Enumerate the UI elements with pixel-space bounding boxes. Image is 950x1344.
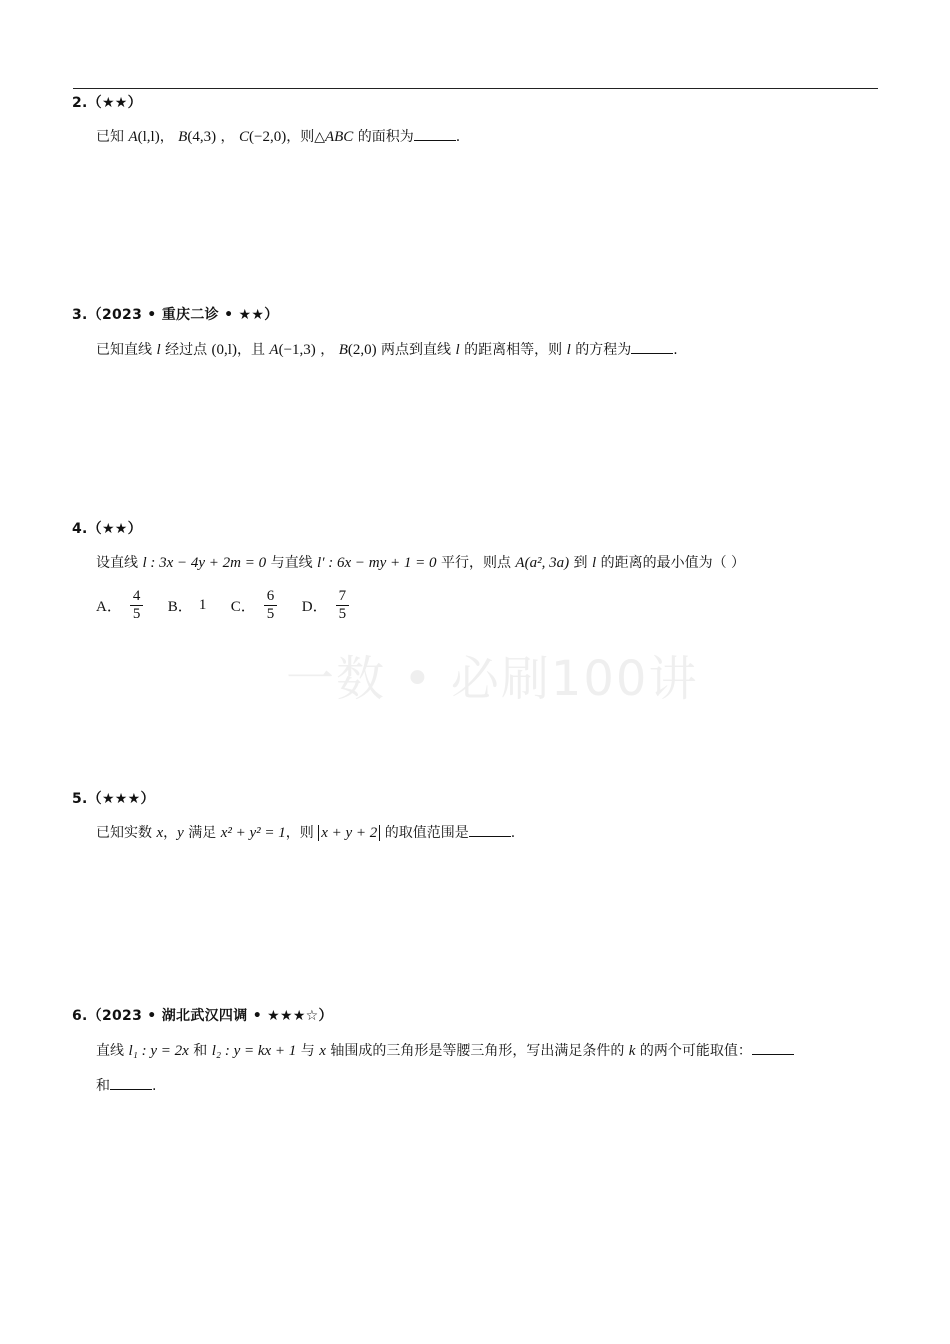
- question-6-text: 直线 l₁ : y = 2x 和 l₂ : y = kx + 1 与 x 轴围成的三角形是等腰三角形，写出满足条件的 k 的两个可能取值：: [96, 1040, 794, 1060]
- option-b[interactable]: B． 1: [167, 597, 207, 615]
- option-d[interactable]: D． $\frac{7}{5}$: [302, 588, 349, 623]
- question-2-text: 已知 A(l,l)， B(4,3) ， C(−2,0)，则△ABC 的面积为 .: [96, 129, 461, 145]
- question-6-heading: 6.（2023 • 湖北武汉四调 • ★★★☆）: [72, 1008, 333, 1024]
- question-3-text: 已知直线 l 经过点 (0,l)，且 A(−1,3) ， B(2,0) 两点到直线 l 的距离相等，则 l 的方程为 .: [96, 342, 678, 358]
- question-6-text-line2: 和 .: [96, 1078, 157, 1094]
- answer-blank[interactable]: [469, 824, 511, 837]
- answer-blank[interactable]: [631, 341, 673, 354]
- option-a[interactable]: A． $\frac{4}{5}$: [96, 588, 143, 623]
- question-5-heading: 5.（★★★）: [72, 791, 155, 807]
- answer-blank[interactable]: [752, 1042, 794, 1055]
- question-5-text: 已知实数 x，y 满足 x² + y² = 1，则 x + y + 2 的取值范围是 .: [96, 825, 516, 841]
- question-3-heading: 3.（2023 • 重庆二诊 • ★★）: [72, 307, 279, 323]
- answer-blank[interactable]: [414, 128, 456, 141]
- answer-blank[interactable]: [110, 1077, 152, 1090]
- watermark: 一数 • 必刷100讲: [286, 651, 699, 707]
- option-c[interactable]: C． $\frac{6}{5}$: [231, 588, 278, 623]
- question-4-heading: 4.（★★）: [72, 521, 142, 537]
- question-4-options: [96, 588, 369, 623]
- question-2-heading: 2.（★★）: [72, 95, 142, 111]
- question-4-text: 设直线 l : 3x − 4y + 2m = 0 与直线 l′ : 6x − my + 1 = 0 平行，则点 A(a², 3a) 到 l 的距离的最小值为（ ）: [96, 555, 746, 571]
- header-rule: [73, 88, 878, 89]
